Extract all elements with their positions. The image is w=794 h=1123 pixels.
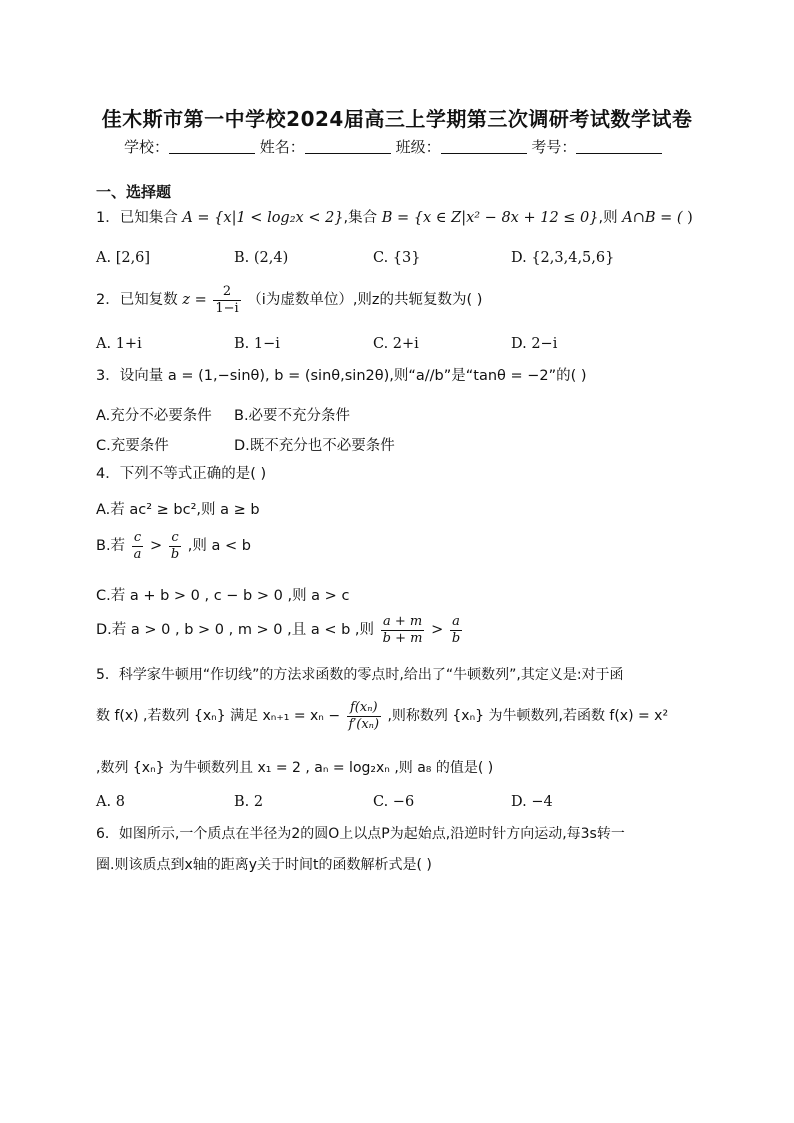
q4-b-frac-2	[169, 530, 181, 562]
q3-option-a: A.充分不必要条件	[96, 408, 212, 424]
q2-option-c: C. 2+i	[373, 336, 419, 352]
q4-d-frac-2-num: a	[450, 614, 462, 631]
q1-stem-b: ,集合	[343, 210, 378, 226]
q2-fraction	[213, 284, 240, 316]
question-2-stem	[96, 284, 482, 316]
q5-option-b: B. 2	[234, 794, 264, 810]
q4-b-gt: >	[150, 538, 163, 555]
q4-d-frac-1	[381, 614, 425, 646]
q1-option-d: D. {2,3,4,5,6}	[511, 250, 615, 266]
q4-option-a: A.若 ac² ≥ bc²,则 a ≥ b	[96, 502, 260, 518]
q2-option-d: D. 2−i	[511, 336, 558, 352]
q4-b-post: ,则 a < b	[187, 538, 251, 555]
q1-option-b: B. (2,4)	[234, 250, 289, 266]
question-5-line-1	[96, 667, 624, 684]
q5-line-2-post: ,则称数列 {xₙ} 为牛顿数列,若函数 f(x) = x²	[387, 708, 669, 725]
exam-number-label: 考号：	[531, 138, 577, 156]
q1-option-a: A. [2,6]	[96, 250, 151, 266]
q1-set-a: A = {x|1 < log₂x < 2}	[182, 210, 344, 226]
q4-b-frac-2-den: b	[170, 546, 180, 562]
exam-title: 佳木斯市第一中学校2024届高三上学期第三次调研考试数学试卷	[101, 107, 693, 131]
question-6-line-2: 圈.则该质点到x轴的距离y关于时间t的函数解析式是( )	[96, 857, 432, 873]
q4-d-frac-2	[450, 614, 462, 646]
q4-option-b	[96, 530, 251, 562]
q2-stem-a: 已知复数	[119, 292, 178, 309]
question-1-stem	[96, 210, 693, 227]
name-blank[interactable]	[305, 139, 391, 154]
q4-option-c: C.若 a + b > 0 , c − b > 0 ,则 a > c	[96, 588, 350, 604]
q5-option-c: C. −6	[373, 794, 415, 810]
q2-frac-num: 2	[213, 284, 240, 301]
q4-b-frac-2-num: c	[169, 530, 181, 547]
q4-stem: 下列不等式正确的是( )	[119, 466, 267, 482]
q4-b-frac-1-den: a	[133, 546, 142, 562]
q4-d-frac-1-den: b + m	[382, 630, 423, 646]
q2-z-eq: z =	[182, 292, 207, 309]
q1-stem-c: ,则	[598, 210, 618, 226]
q1-stem-a: 已知集合	[119, 210, 178, 226]
q4-d-frac-1-num: a + m	[381, 614, 425, 631]
q1-option-c: C. {3}	[373, 250, 421, 266]
q5-line-1: 科学家牛顿用“作切线”的方法求函数的零点时,给出了“牛顿数列”,其定义是:对于函	[118, 667, 624, 683]
q3-option-c: C.充要条件	[96, 438, 169, 454]
question-5-line-2	[96, 700, 668, 732]
section-heading: 一、选择题	[96, 183, 172, 201]
q5-line-2-pre: 数 f(x) ,若数列 {xₙ} 满足 xₙ₊₁ = xₙ −	[96, 708, 341, 725]
q4-b-pre: B.若	[96, 538, 126, 555]
q2-option-a: A. 1+i	[96, 336, 142, 352]
q2-number: 2．	[96, 292, 120, 309]
q4-b-frac-1	[132, 530, 144, 562]
q1-number: 1．	[96, 210, 120, 226]
q1-set-b: B = {x ∈ Z|x² − 8x + 12 ≤ 0}	[381, 210, 599, 226]
question-6-line-1	[96, 826, 625, 843]
q5-newton-fraction	[347, 700, 382, 732]
school-label: 学校：	[124, 138, 170, 156]
name-label: 姓名：	[259, 138, 305, 156]
class-blank[interactable]	[441, 139, 527, 154]
q3-option-b: B.必要不充分条件	[234, 408, 351, 424]
q5-number: 5．	[96, 667, 119, 683]
q2-option-b: B. 1−i	[234, 336, 280, 352]
q4-number: 4．	[96, 466, 120, 482]
q5-option-d: D. −4	[511, 794, 553, 810]
q5-frac-num: f(xₙ)	[347, 700, 382, 717]
q5-frac-den: f′(xₙ)	[348, 716, 380, 732]
class-label: 班级：	[395, 138, 441, 156]
question-5-line-3: ,数列 {xₙ} 为牛顿数列且 x₁ = 2 , aₙ = log₂xₙ ,则 a₈ 的值是( )	[96, 760, 494, 776]
q4-b-frac-1-num: c	[132, 530, 144, 547]
q4-option-d	[96, 614, 464, 646]
q2-frac-den: 1−i	[215, 300, 239, 316]
school-blank[interactable]	[169, 139, 255, 154]
question-3-stem	[96, 368, 587, 385]
q2-stem-b: （i为虚数单位）,则z的共轭复数为( )	[247, 292, 483, 309]
q1-close: )	[687, 210, 693, 226]
exam-number-blank[interactable]	[576, 139, 662, 154]
q6-number: 6．	[96, 826, 119, 842]
q6-line-1: 如图所示,一个质点在半径为2的圆O上以点P为起始点,沿逆时针方向运动,每3s转一	[118, 826, 625, 842]
q4-d-gt: >	[431, 622, 444, 639]
q5-option-a: A. 8	[96, 794, 125, 810]
q4-d-pre: D.若 a > 0 , b > 0 , m > 0 ,且 a < b ,则	[96, 622, 375, 639]
student-info-line	[124, 136, 662, 157]
q1-expr: A∩B = (	[622, 210, 683, 226]
question-4-stem	[96, 466, 266, 483]
q3-number: 3．	[96, 368, 120, 384]
q3-stem: 设向量 a = (1,−sinθ), b = (sinθ,sin2θ),则“a//b”是“tanθ = −2”的( )	[119, 368, 587, 384]
q3-option-d: D.既不充分也不必要条件	[234, 438, 395, 454]
q4-d-frac-2-den: b	[451, 630, 461, 646]
